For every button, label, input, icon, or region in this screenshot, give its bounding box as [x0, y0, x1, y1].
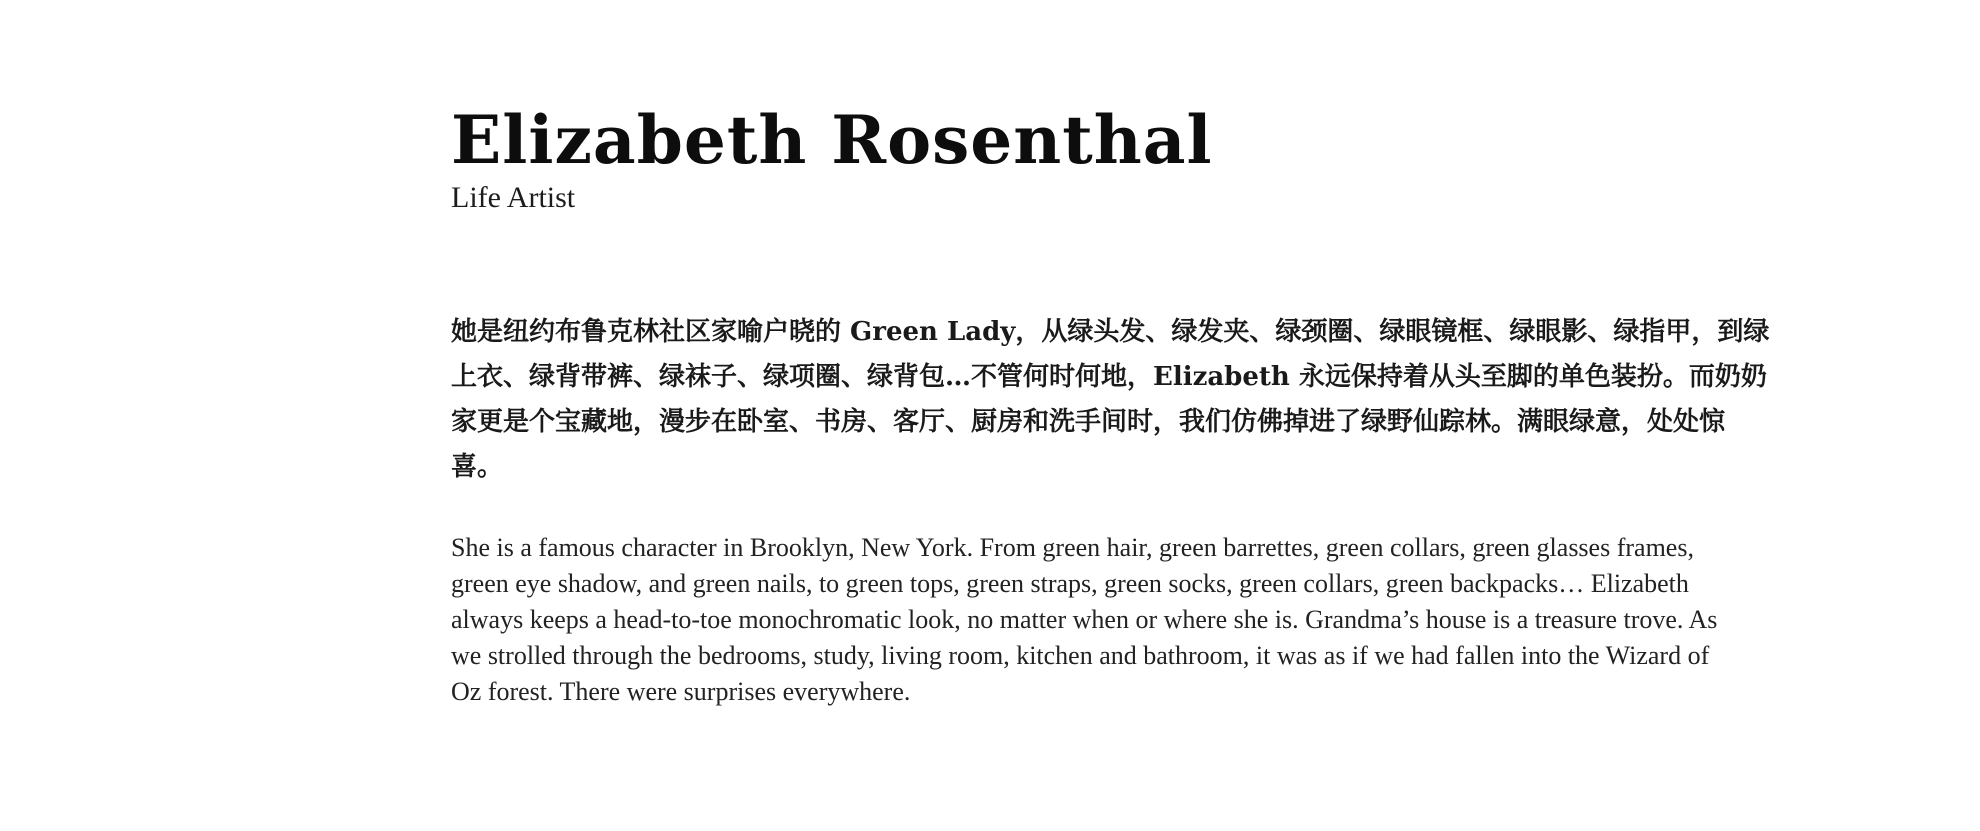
bio-english: She is a famous character in Brooklyn, New York. From green hair, green barrettes, green collars, green glasses frames, green eye shadow, and green nails, to green tops, green straps, green socks, green collars, green backpacks… Elizabeth always keeps a head-to-toe monochromatic look, no matter when or where she is. Grandma’s house is a treasure trove. As we strolled through the bedrooms, study, living room, kitchen and bathroom, it was as if we had fallen into the Wizard of Oz forest. There were surprises everywhere. — [451, 533, 1718, 706]
profile-name: Elizabeth Rosenthal — [451, 101, 1213, 179]
bio-chinese: 她是纽约布鲁克林社区家喻户晓的 Green Lady，从绿头发、绿发夹、绿颈圈、绿眼镜框、绿眼影、绿指甲，到绿上衣、绿背带裤、绿袜子、绿项圈、绿背包…不管何时何地，Elizabeth 永远保持着从头至脚的单色装扮。而奶奶家更是个宝藏地，漫步在卧室、书房、客厅、厨房和洗手间时，我们仿佛掉进了绿野仙踪林。满眼绿意，处处惊喜。 — [451, 317, 1770, 482]
profile-role: Life Artist — [451, 181, 576, 214]
profile-section — [451, 100, 1770, 706]
